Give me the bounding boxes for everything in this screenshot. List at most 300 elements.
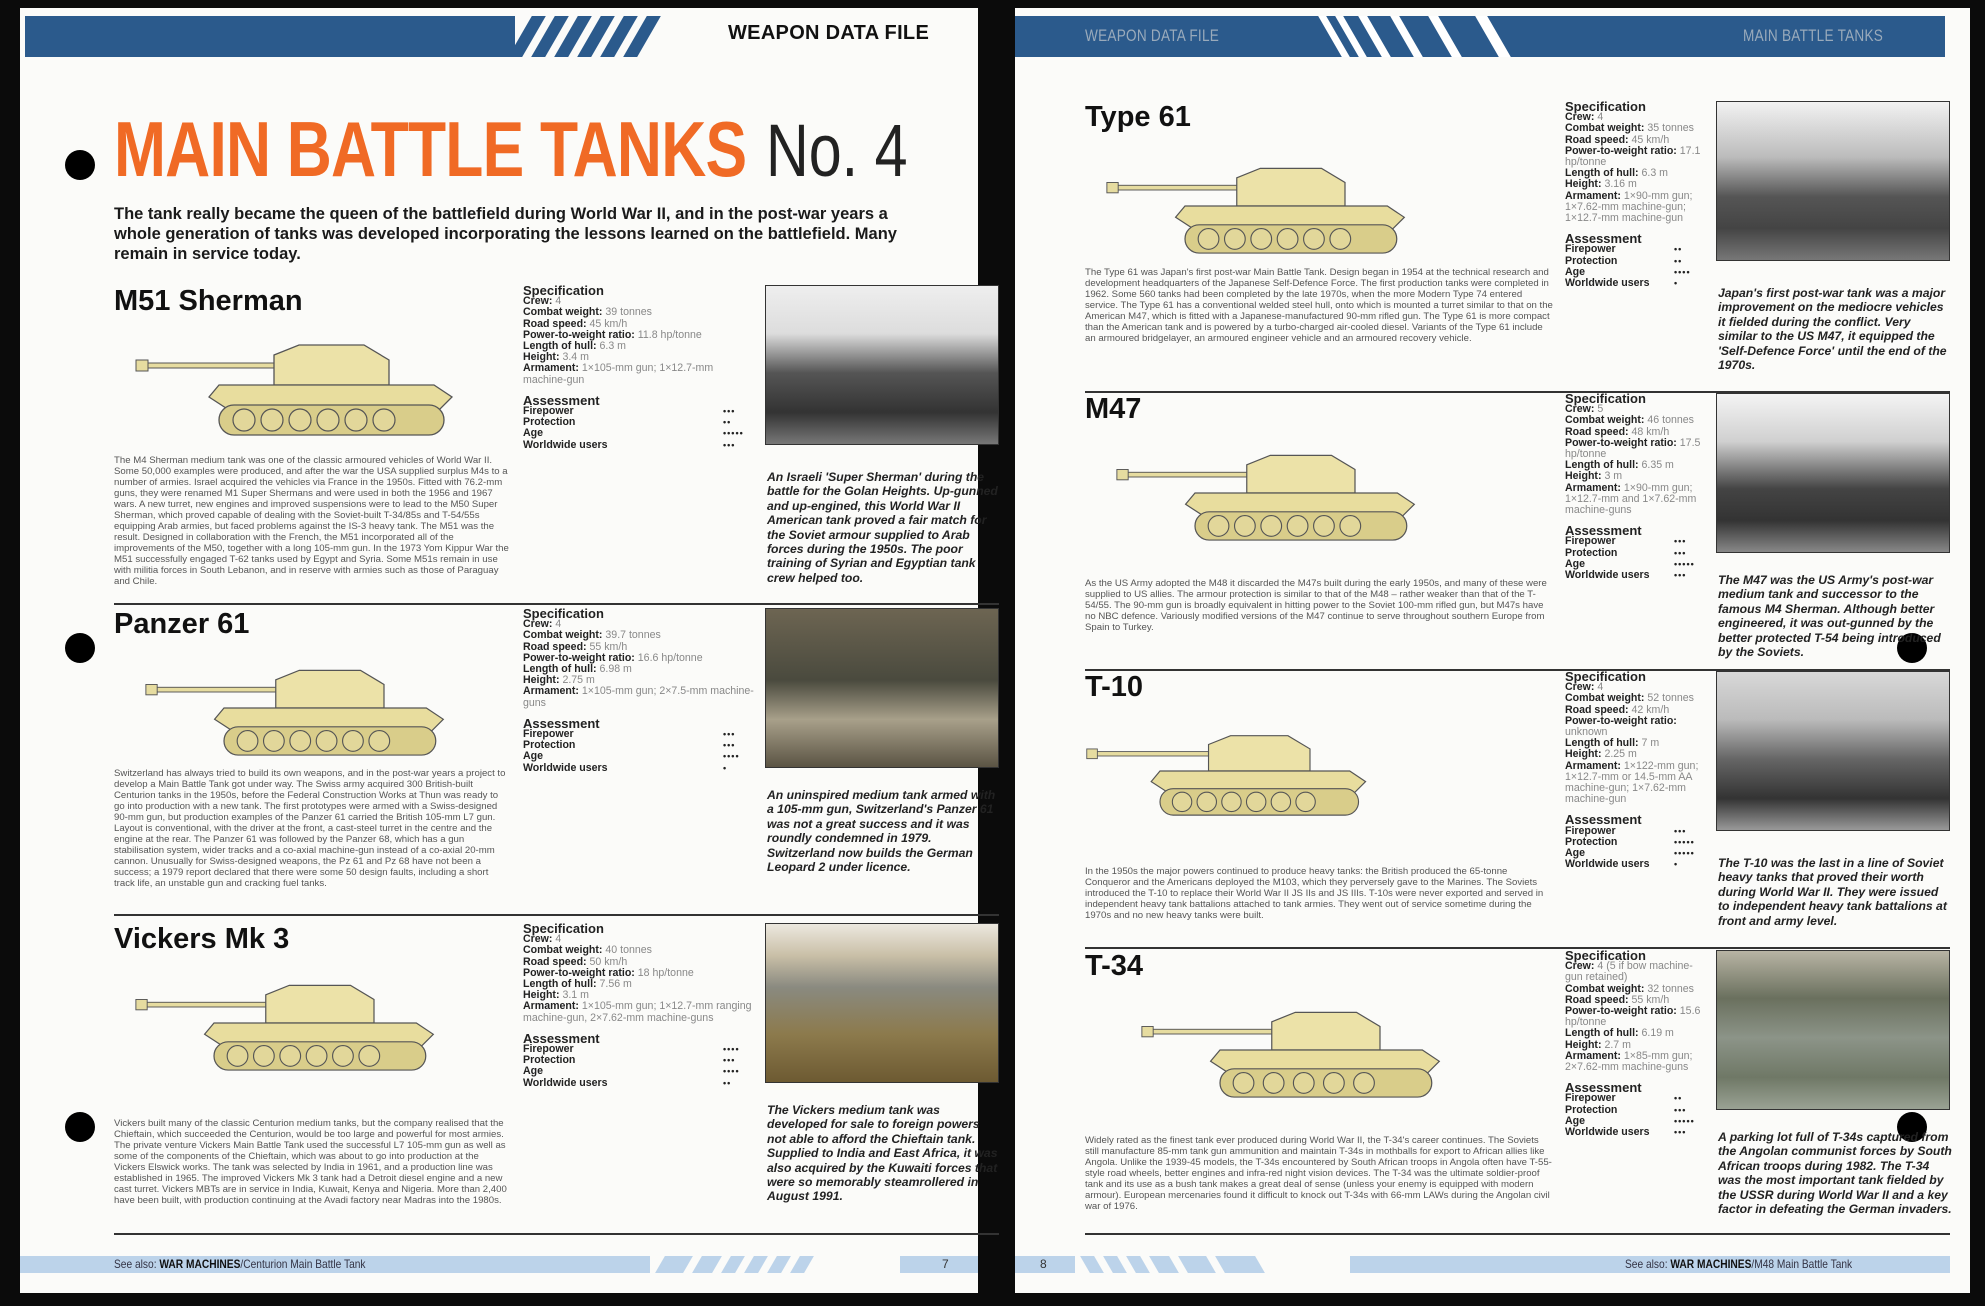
rating-dots: •	[1674, 859, 1679, 870]
road-wheel	[1235, 516, 1256, 537]
tank-name: Panzer 61	[114, 608, 250, 640]
rating-label: Protection	[1565, 546, 1618, 559]
spec-label: Power-to-weight ratio:	[523, 328, 635, 341]
spec-value: 46 tonnes	[1647, 414, 1694, 427]
intro-text: The tank really became the queen of the battlefield during World War II, and in the post-war years a whole generation of tanks was developed incorporating the lessons learned on the battlefield. Many remain in service today.	[114, 205, 897, 263]
page-title: MAIN BATTLE TANKS	[114, 105, 747, 193]
rating-dots: ••	[723, 417, 732, 428]
turret	[1272, 1012, 1380, 1050]
spec-label: Armament:	[1565, 1049, 1621, 1062]
rating-label: Firepower	[523, 1043, 574, 1056]
assessment-protection	[1565, 1105, 1706, 1116]
spec-value: 7.56 m	[599, 978, 632, 991]
rating-label: Age	[1565, 847, 1586, 860]
spec-label: Length of hull:	[1565, 167, 1639, 180]
rating-label: Worldwide users	[1565, 569, 1650, 582]
tank-drawing	[1115, 433, 1435, 553]
spec-value: 17.5 hp/tonne	[1565, 436, 1701, 461]
road-wheel	[1277, 229, 1298, 250]
tank-photo	[1716, 950, 1950, 1110]
spec-label: Height:	[1565, 1038, 1602, 1051]
rating-label: Worldwide users	[523, 761, 608, 774]
header-stripes	[520, 16, 649, 57]
spec-value: 40 tonnes	[605, 944, 652, 957]
road-wheel	[343, 731, 364, 752]
rating-dots: •	[723, 762, 728, 773]
road-wheel	[1340, 516, 1361, 537]
spec-value: 1×105-mm gun; 2×7.5-mm machine-guns	[523, 685, 754, 709]
spec-value: 35 tonnes	[1647, 122, 1694, 135]
spec-value: 42 km/h	[1631, 703, 1670, 716]
spec-label: Road speed:	[523, 640, 587, 653]
tank-photo	[765, 923, 999, 1083]
turret	[266, 985, 374, 1023]
rating-label: Firepower	[523, 405, 574, 418]
spec-armament	[523, 686, 755, 708]
spec-value: 52 tonnes	[1647, 692, 1694, 705]
rating-dots: ••	[1674, 244, 1683, 255]
rating-dots: •••••	[723, 428, 744, 439]
rating-label: Firepower	[1565, 1092, 1616, 1105]
spec-value: 48 km/h	[1631, 425, 1670, 438]
spec-value: 6.3 m	[1641, 167, 1668, 180]
spec-armament	[1565, 1051, 1706, 1073]
spec-value: unknown	[1565, 726, 1608, 739]
assessment	[1565, 1082, 1706, 1138]
header-right-label: MAIN BATTLE TANKS	[1743, 26, 1884, 45]
spec-label: Length of hull:	[523, 978, 597, 991]
tank-photo	[1716, 393, 1950, 553]
specification-heading: Specification	[523, 921, 604, 936]
tank-photo	[1716, 101, 1950, 261]
punch-hole	[65, 150, 95, 180]
rating-dots: •••••	[1674, 1115, 1695, 1126]
road-wheel	[1354, 1073, 1375, 1094]
spec-label: Combat weight:	[523, 629, 603, 642]
spec-value: 45 km/h	[589, 317, 628, 330]
tank-section	[1085, 393, 1950, 671]
tank-section	[114, 923, 999, 1235]
spec-label: Height:	[523, 989, 560, 1002]
assessment-heading: Assessment	[523, 715, 600, 731]
specification-heading: Specification	[1565, 948, 1646, 963]
spec-label: Crew:	[523, 295, 553, 308]
tank-section	[1085, 101, 1950, 393]
assessment-worldwide-users	[1565, 859, 1706, 870]
spec-label: Combat weight:	[523, 944, 603, 957]
tank-section	[1085, 671, 1950, 949]
road-wheel	[345, 409, 367, 431]
spec-label: Armament:	[1565, 481, 1621, 494]
spec-value: 6.3 m	[599, 340, 626, 353]
rating-dots: •••••	[1674, 558, 1695, 569]
assessment-worldwide-users	[523, 1078, 755, 1089]
spec-label: Crew:	[523, 618, 553, 631]
spec-value: 1×122-mm gun; 1×12.7-mm or 14.5-mm AA machine-gun; 1×7.62-mm machine-gun	[1565, 759, 1699, 806]
spec-value: 3.16 m	[1604, 178, 1637, 191]
spec-value: 4	[555, 618, 562, 631]
assessment-age	[523, 1066, 755, 1077]
footer-stripes	[660, 1256, 809, 1273]
rating-dots: •••••	[1674, 848, 1695, 859]
rating-label: Protection	[523, 1054, 576, 1067]
footer-stripes	[1085, 1256, 1260, 1273]
rating-label: Firepower	[1565, 535, 1616, 548]
spec-label: Height:	[1565, 748, 1602, 761]
road-wheel	[237, 731, 258, 752]
tank-drawing	[144, 648, 464, 768]
spec-value: 3.1 m	[562, 989, 589, 1002]
rating-dots: •••••	[1674, 836, 1695, 847]
rating-dots: •••	[1674, 536, 1687, 547]
spec-value: 6.98 m	[599, 663, 632, 676]
tank-name: T-34	[1085, 950, 1144, 982]
tank-description: The Type 61 was Japan's first post-war Main Battle Tank. Design began in 1954 at the technical research and development headquarters of the Japanese Self-Defence Force. The first production tanks were completed in 1962. Some 560 tanks had been completed by the late 1970s, when the more Modern Type 74 entered service. The Type 61 has a conventional welded steel hull, onto which is mounted a turret similar to that on the American M47, which is fitted with a Japanese-manufactured 90-mm rifled gun. The Type 61 is more compact than the American tank and is powered by a turbo-charged air-cooled diesel. Variants of the Type 61 include an armoured bridgelayer, an armoured engineer vehicle and an armoured recovery vehicle.	[1085, 267, 1553, 344]
assessment-protection	[523, 740, 755, 751]
specification-panel	[1565, 101, 1706, 289]
rating-dots: •••	[1674, 825, 1687, 836]
footer-see-also	[114, 1257, 366, 1271]
rating-label: Protection	[1565, 1103, 1618, 1116]
spec-label: Power-to-weight ratio:	[1565, 436, 1677, 449]
footer-prefix: See also:	[1625, 1257, 1671, 1271]
road-wheel	[1246, 792, 1265, 811]
road-wheel	[1293, 1073, 1314, 1094]
spec-label: Combat weight:	[1565, 692, 1645, 705]
spec-value: 2.75 m	[562, 674, 595, 687]
spec-label: Road speed:	[1565, 993, 1629, 1006]
tank-name: Type 61	[1085, 101, 1191, 133]
rating-dots: ••	[723, 1077, 732, 1088]
spec-label: Combat weight:	[1565, 122, 1645, 135]
rating-dots: •••	[723, 1055, 736, 1066]
muzzle-brake	[1087, 749, 1098, 759]
road-wheel	[1271, 792, 1290, 811]
spec-crew	[1565, 961, 1706, 983]
spec-label: Combat weight:	[523, 306, 603, 319]
turret	[1209, 736, 1310, 771]
assessment-worldwide-users	[1565, 570, 1706, 581]
road-wheel	[1172, 792, 1191, 811]
road-wheel	[333, 1046, 354, 1067]
spec-label: Crew:	[523, 933, 553, 946]
spec-label: Height:	[1565, 178, 1602, 191]
header-left-label: WEAPON DATA FILE	[1085, 26, 1220, 45]
specification-panel	[1565, 671, 1706, 870]
specification-panel	[523, 285, 755, 451]
photo-caption: The M47 was the US Army's post-war medium tank and successor to the famous M4 Sherman. Although better engineered, it was out-gunned by the better protected T-54 being introduced by the Soviets.	[1718, 573, 1941, 660]
spec-label: Power-to-weight ratio:	[1565, 1005, 1677, 1018]
tank-section	[1085, 950, 1950, 1235]
assessment	[523, 715, 755, 774]
spec-armament	[1565, 483, 1706, 517]
tank-photo	[765, 285, 999, 445]
spec-label: Armament:	[1565, 759, 1621, 772]
tank-photo	[765, 608, 999, 768]
rating-label: Worldwide users	[1565, 1126, 1650, 1139]
road-wheel	[1324, 1073, 1345, 1094]
rating-dots: •••	[723, 729, 736, 740]
road-wheel	[254, 1046, 275, 1067]
spec-value: 6.19 m	[1641, 1027, 1674, 1040]
spec-label: Road speed:	[523, 955, 587, 968]
assessment-worldwide-users	[523, 440, 755, 451]
muzzle-brake	[1117, 469, 1128, 479]
assessment-heading: Assessment	[1565, 812, 1642, 828]
rating-label: Age	[523, 750, 544, 763]
spec-label: Power-to-weight ratio:	[523, 966, 635, 979]
rating-label: Worldwide users	[523, 438, 608, 451]
rating-label: Age	[523, 1065, 544, 1078]
assessment	[523, 1030, 755, 1089]
tank-photo	[1716, 671, 1950, 831]
spec-value: 39.7 tonnes	[605, 629, 661, 642]
rating-dots: •	[1674, 278, 1679, 289]
footer-topic: /M48 Main Battle Tank	[1751, 1257, 1853, 1271]
tank-description: The M4 Sherman medium tank was one of the classic armoured vehicles of World War II. Some 50,000 examples were produced, and after the war the USA supplied surplus M4s to a number of armies. Israel acquired the vehicles via France in the 1950s. Fitted with 76.2-mm guns, they were renamed M1 Super Shermans and were used in both the 1956 and 1967 wars. A new turret, new engines and improved suspensions were to lead to the M50 Super Sherman, which proved capable of dealing with the Soviet-built T-34/85s and T-54/55s equipping Arab armies, but faced problems against the IS-3 heavy tank. The M51 was the result. Designed in collaboration with the French, the M51 incorporated all of the improvements of the M50, together with a long 105-mm gun. In the 1973 Yom Kippur War the M51 successfully engaged T-62 tanks used by Egypt and Syria. Some M51s remain in use with militia forces in South Lebanon, and in reserve with armies such as those of Paraguay and Chile.	[114, 455, 509, 587]
specification-heading: Specification	[1565, 669, 1646, 684]
photo-caption: A parking lot full of T-34s captured from the Angolan communist forces by South African troops during 1982. The T-34 was the most important tank fielded by the USSR during World War II and a key factor in defeating the German invaders.	[1718, 1130, 1952, 1217]
spec-label: Crew:	[1565, 403, 1595, 416]
road-wheel	[1330, 229, 1351, 250]
road-wheel	[1304, 229, 1325, 250]
assessment	[1565, 233, 1706, 289]
spec-label: Power-to-weight ratio:	[1565, 144, 1677, 157]
rating-label: Protection	[1565, 835, 1618, 848]
rating-dots: •••	[1674, 1127, 1687, 1138]
tank-drawing	[134, 963, 454, 1083]
road-wheel	[1251, 229, 1272, 250]
assessment-worldwide-users	[523, 763, 755, 774]
road-wheel	[289, 409, 311, 431]
spec-label: Road speed:	[1565, 425, 1629, 438]
rating-label: Age	[1565, 1114, 1586, 1127]
muzzle-brake	[136, 360, 148, 371]
tank-drawing	[134, 325, 474, 445]
photo-caption: Japan's first post-war tank was a major improvement on the mediocre vehicles it fielded during the conflict. Very similar to the US M47, it equipped the 'Self-Defence Force' until the end of the 1970s.	[1718, 286, 1947, 373]
tank-description: Widely rated as the finest tank ever produced during World War II, the T-34's career continues. The Soviets still manufacture 85-mm tank gun ammunition and maintain T-34s in mothballs for export to African allies like Angola. Unlike the 1939-45 models, the T-34s encountered by South African troops in Angola often have T-55-style road wheels, better engines and infra-red night vision devices. The T-34 was the ultimate soldier-proof tank and its use as a bush tank makes a great deal of sense (unless your enemy is equipped with modern armour). European mercenaries found it difficult to knock out T-34s with 66-mm LAWs during the Angolan civil war of 1976.	[1085, 1135, 1552, 1212]
spec-value: 2.7 m	[1604, 1038, 1631, 1051]
spec-armament	[1565, 761, 1706, 806]
assessment-worldwide-users	[1565, 1127, 1706, 1138]
spec-value: 50 km/h	[589, 955, 628, 968]
road-wheel	[369, 731, 390, 752]
road-wheel	[373, 409, 395, 431]
assessment	[523, 392, 755, 451]
tank-description: As the US Army adopted the M48 it discarded the M47s built during the early 1950s, and many of these were supplied to US allies. The armour protection is similar to that of the M48 – rather weaker than that of the T-54/55. The 90-mm gun is broadly equivalent in hitting power to the Soviet 100-mm rifled gun, but M47s have no NBC defence. Variously modified versions of the M47 continue to serve throughout southern Europe from Spain to Turkey.	[1085, 578, 1547, 633]
assessment-heading: Assessment	[1565, 523, 1642, 539]
spec-value: 1×105-mm gun; 1×12.7-mm machine-gun	[523, 362, 714, 386]
page-number: 7	[942, 1257, 949, 1271]
turret	[274, 345, 389, 385]
rating-label: Worldwide users	[523, 1076, 608, 1089]
tank-name: T-10	[1085, 671, 1144, 703]
rating-label: Age	[1565, 265, 1586, 278]
spec-value: 1×90-mm gun; 1×7.62-mm machine-gun; 1×12.7-mm machine-gun	[1565, 189, 1693, 225]
road-wheel	[290, 731, 311, 752]
road-wheel	[1197, 792, 1216, 811]
footer-bar-end	[900, 1256, 978, 1273]
spec-value: 45 km/h	[1631, 133, 1670, 146]
muzzle-brake	[146, 684, 157, 694]
spec-label: Combat weight:	[1565, 414, 1645, 427]
punch-hole	[65, 1112, 95, 1142]
footer-topic: /Centurion Main Battle Tank	[240, 1257, 366, 1271]
assessment-age	[523, 428, 755, 439]
assessment-firepower	[1565, 1093, 1706, 1104]
rating-label: Worldwide users	[1565, 858, 1650, 871]
header-stripes	[1330, 16, 1499, 57]
spec-label: Road speed:	[1565, 703, 1629, 716]
road-wheel	[227, 1046, 248, 1067]
spec-label: Height:	[1565, 470, 1602, 483]
spec-label: Height:	[523, 674, 560, 687]
tank-name: M51 Sherman	[114, 285, 303, 317]
rating-dots: •••	[723, 406, 736, 417]
road-wheel	[1225, 229, 1246, 250]
tank-drawing	[1105, 146, 1425, 266]
spec-value: 4	[1597, 111, 1604, 124]
muzzle-brake	[1142, 1026, 1153, 1036]
assessment-firepower	[1565, 244, 1706, 255]
assessment-age	[523, 751, 755, 762]
rating-label: Protection	[523, 416, 576, 429]
spec-power-to-weight	[1565, 1006, 1706, 1028]
assessment	[1565, 525, 1706, 581]
assessment-heading: Assessment	[523, 392, 600, 408]
rating-dots: •••	[1674, 547, 1687, 558]
photo-caption: The Vickers medium tank was developed for sale to foreign powers not able to afford the Chieftain tank. Supplied to India and East Africa, it was also acquired by the Kuwaiti forces that were so memorably steamrollered in August 1991.	[767, 1103, 998, 1204]
spec-value: 18 hp/tonne	[637, 966, 694, 979]
page-number: 8	[1040, 1257, 1047, 1271]
rating-dots: •••	[1674, 570, 1687, 581]
photo-caption: The T-10 was the last in a line of Soviet heavy tanks that proved their worth during World War II. They were issued to independent heavy tank battalions at front and army level.	[1718, 856, 1947, 928]
left-page	[20, 8, 998, 1293]
rating-dots: •••	[1674, 1104, 1687, 1115]
tank-description: In the 1950s the major powers continued to produce heavy tanks: the British produced the 65-tonne Conqueror and the Americans deployed the M103, which they perversely gave to the Marines. The Soviets introduced the T-10 to replace their World War II JS IIs and JS IIIs. T-10s were never exported and served in independent heavy tank battalions attached to tank armies. They went out of service sometime during the 1970s and no new heavy tanks were built.	[1085, 866, 1544, 921]
spec-power-to-weight	[1565, 438, 1706, 460]
road-wheel	[280, 1046, 301, 1067]
assessment-heading: Assessment	[1565, 231, 1642, 247]
spec-value: 15.6 hp/tonne	[1565, 1005, 1701, 1029]
road-wheel	[1222, 792, 1241, 811]
spec-value: 1×85-mm gun; 2×7.62-mm machine-guns	[1565, 1049, 1693, 1074]
assessment-protection	[1565, 256, 1706, 267]
spec-value: 16.6 hp/tonne	[637, 651, 703, 664]
photo-caption: An uninspired medium tank armed with a 105-mm gun, Switzerland's Panzer 61 was not a great success and it was roundly condemned in 1979. Switzerland now builds the German Leopard 2 under licence.	[767, 788, 996, 875]
rating-label: Age	[523, 427, 544, 440]
spec-armament	[523, 363, 755, 385]
spec-label: Combat weight:	[1565, 982, 1645, 995]
road-wheel	[1198, 229, 1219, 250]
turret	[276, 670, 384, 708]
tank-description: Vickers built many of the classic Centurion medium tanks, but the company realised that the Chieftain, which succeeded the Centurion, would be too large and powerful for most armies. The private venture Vickers Main Battle Tank used the successful L7 105-mm gun as well as some of the components of the Chieftain, which was about to go into production at the Vickers Elswick works. The tank was selected by India in 1961, and a production line was established in 1965. The improved Vickers Mk 3 tank had a Detroit diesel engine and a new cast turret. Vickers MBTs are in service in India, Kuwait, Kenya and Nigeria. More than 2,400 have been built, with production continuing at the Avadi factory near Madras into the 1980s.	[114, 1118, 507, 1206]
spec-value: 4	[555, 295, 562, 308]
rating-dots: ••••	[723, 751, 740, 762]
muzzle-brake	[1107, 182, 1118, 192]
spec-label: Road speed:	[523, 317, 587, 330]
road-wheel	[1208, 516, 1229, 537]
muzzle-brake	[136, 999, 147, 1009]
rating-dots: ••••	[1674, 266, 1691, 277]
rating-dots: ••	[1674, 255, 1683, 266]
rating-label: Age	[1565, 557, 1586, 570]
spec-armament	[1565, 191, 1706, 225]
tank-section	[114, 608, 999, 916]
spec-value: 39 tonnes	[605, 306, 652, 319]
spec-label: Armament:	[523, 1000, 579, 1013]
spec-label: Power-to-weight ratio:	[523, 651, 635, 664]
road-wheel	[1261, 516, 1282, 537]
spec-value: 1×105-mm gun; 1×12.7-mm ranging machine-gun, 2×7.62-mm machine-guns	[523, 1000, 752, 1024]
tank-name: M47	[1085, 393, 1142, 425]
spec-label: Power-to-weight ratio:	[1565, 714, 1677, 727]
spec-label: Length of hull:	[523, 340, 597, 353]
assessment-heading: Assessment	[523, 1030, 600, 1046]
road-wheel	[1287, 516, 1308, 537]
rating-label: Firepower	[1565, 824, 1616, 837]
tank-description: Switzerland has always tried to build its own weapons, and in the post-war years a project to develop a Main Battle Tank got under way. The Swiss army acquired 300 British-built Centurion tanks in the 1950s, before the Federal Construction Works at Thun was ready to go into production with a new tank. The first prototypes were armed with a Swiss-designed 90-mm gun, but production examples of the Panzer 61 carried the British 105-mm L7 gun. Layout is conventional, with the driver at the front, a cast-steel turret in the centre and the engine at the rear. The Panzer 61 was followed by the Panzer 68, which has a gun stabilisation system, wider tracks and a co-axial machine-gun instead of a co-axial 20-mm cannon. Unusually for Swiss-designed weapons, the Pz 61 and Pz 68 have not been a success; a 1979 report declared that there were some 50 design faults, including a short track life, an unstable gun and cracking fuel tanks.	[114, 768, 506, 889]
rating-dots: •••	[723, 740, 736, 751]
rating-dots: ••	[1674, 1093, 1683, 1104]
spec-power-to-weight	[1565, 146, 1706, 168]
assessment	[1565, 814, 1706, 870]
spec-value: 6.35 m	[1641, 459, 1674, 472]
header-bar	[25, 16, 515, 57]
spec-value: 5	[1597, 403, 1604, 416]
spec-label: Armament:	[1565, 189, 1621, 202]
footer-link[interactable]: WAR MACHINES	[159, 1257, 241, 1271]
assessment-firepower	[1565, 536, 1706, 547]
spec-label: Crew:	[1565, 960, 1595, 973]
footer-prefix: See also:	[114, 1257, 160, 1271]
specification-heading: Specification	[523, 283, 604, 298]
assessment-protection	[1565, 548, 1706, 559]
spec-value: 4 (5 if bow machine-gun retained)	[1565, 960, 1693, 984]
tank-name: Vickers Mk 3	[114, 923, 290, 955]
spec-label: Length of hull:	[1565, 1027, 1639, 1040]
spec-label: Crew:	[1565, 111, 1595, 124]
specification-panel	[523, 923, 755, 1089]
tank-drawing	[1140, 990, 1460, 1110]
tank-section	[114, 285, 999, 605]
spec-label: Length of hull:	[1565, 459, 1639, 472]
spec-label: Crew:	[1565, 681, 1595, 694]
road-wheel	[1233, 1073, 1254, 1094]
photo-caption: An Israeli 'Super Sherman' during the battle for the Golan Heights. Up-gunned and up-engined, this World War II American tank proved a fair match for the Soviet armour supplied to Arab forces during the 1950s. The poor training of Syrian and Egyptian tank crew helped too.	[767, 470, 998, 585]
turret	[1247, 455, 1355, 493]
road-wheel	[1296, 792, 1315, 811]
spec-value: 4	[555, 933, 562, 946]
specification-heading: Specification	[1565, 391, 1646, 406]
rating-label: Protection	[1565, 254, 1618, 267]
footer-link[interactable]: WAR MACHINES	[1670, 1257, 1752, 1271]
rating-label: Protection	[523, 739, 576, 752]
assessment-protection	[523, 417, 755, 428]
header-label: WEAPON DATA FILE	[728, 22, 930, 44]
spec-label: Length of hull:	[1565, 737, 1639, 750]
tank-drawing	[1085, 711, 1385, 831]
rating-label: Firepower	[1565, 243, 1616, 256]
spec-value: 2.25 m	[1604, 748, 1637, 761]
specification-heading: Specification	[1565, 99, 1646, 114]
road-wheel	[1314, 516, 1335, 537]
assessment-protection	[523, 1055, 755, 1066]
road-wheel	[317, 409, 339, 431]
rating-label: Worldwide users	[1565, 277, 1650, 290]
spec-label: Armament:	[523, 362, 579, 375]
spec-value: 55 km/h	[589, 640, 628, 653]
